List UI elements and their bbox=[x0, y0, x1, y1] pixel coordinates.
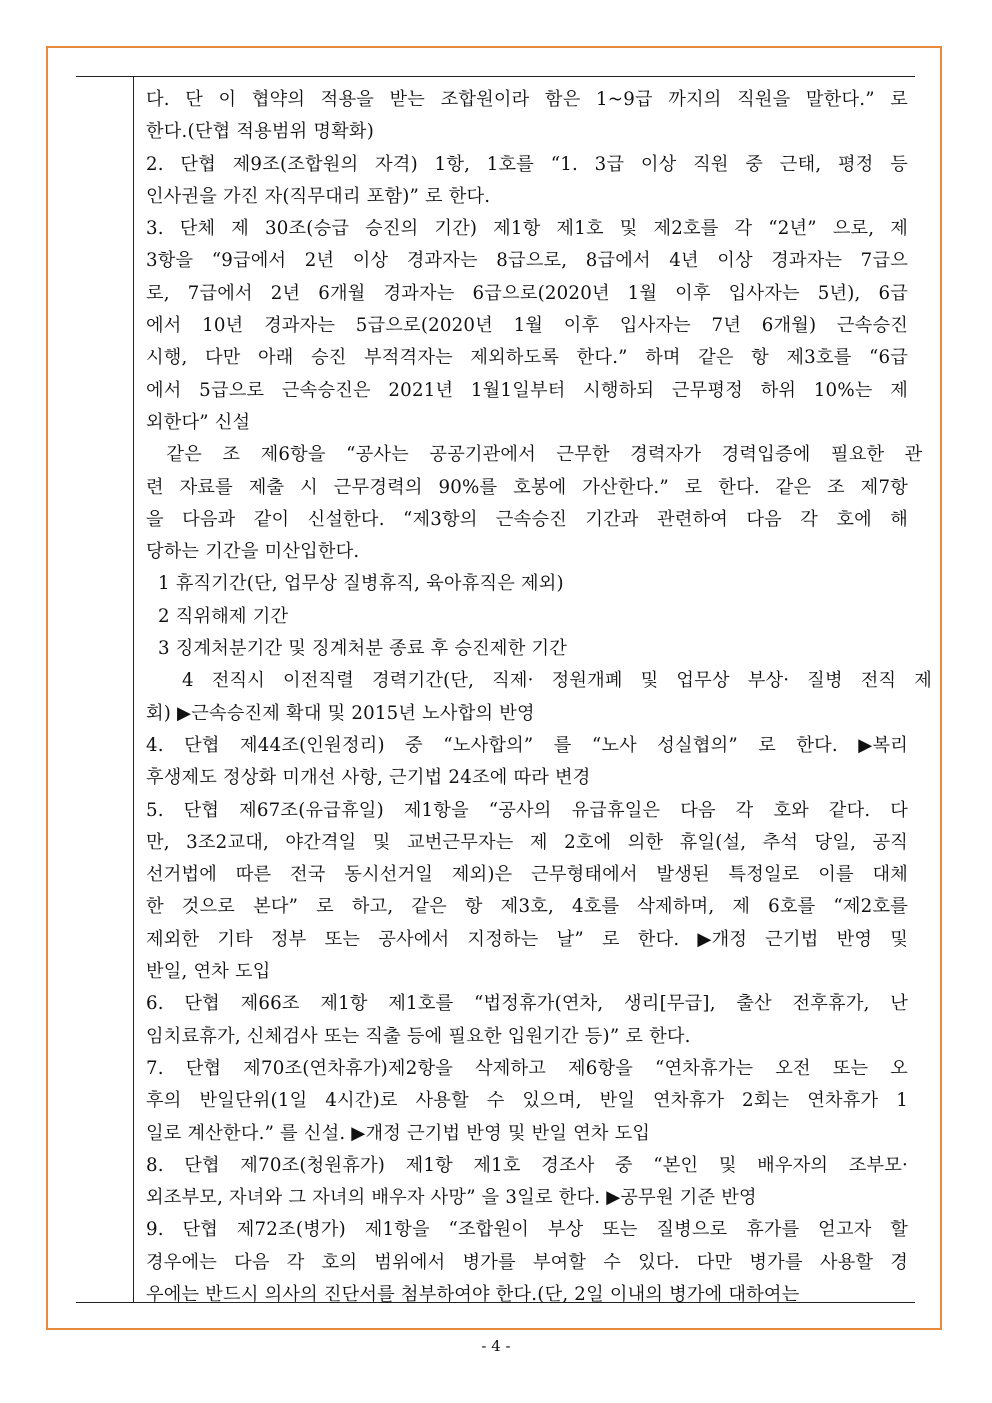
text-line: 만, 3조2교대, 야간격일 및 교번근무자는 제 2호에 의한 휴일(설, 추석 당일, 공직 bbox=[146, 831, 908, 853]
table-top-rule bbox=[76, 76, 915, 77]
text-line: 후생제도 정상화 미개선 사항, 근기법 24조에 따라 변경 bbox=[146, 767, 591, 789]
text-line: 2. 단협 제9조(조합원의 자격) 1항, 1호를 “1. 3급 이상 직원 중 근태, 평정 등 bbox=[146, 153, 908, 175]
text-line: 3 징계처분기간 및 징계처분 종료 후 승진제한 기간 bbox=[146, 638, 567, 660]
text-line: 외조부모, 자녀와 그 자녀의 배우자 사망” 을 3일로 한다. ▶공무원 기준 반영 bbox=[146, 1187, 757, 1209]
text-line: 3. 단체 제 30조(승급 승진의 기간) 제1항 제1호 및 제2호를 각 “2년” 으로, 제 bbox=[146, 218, 908, 240]
text-line: 일로 계산한다.” 를 신설. ▶개정 근기법 반영 및 반일 연차 도입 bbox=[146, 1122, 651, 1144]
text-line: 9. 단협 제72조(병가) 제1항을 “조합원이 부상 또는 질병으로 휴가를 얻고자 할 bbox=[146, 1219, 908, 1241]
text-line: 회) ▶근속승진제 확대 및 2015년 노사합의 반영 bbox=[146, 702, 535, 724]
text-line: 시행, 다만 아래 승진 부적격자는 제외하도록 한다.” 하며 같은 항 제3호를 “6급 bbox=[146, 347, 908, 369]
text-line: 3항을 “9급에서 2년 이상 경과자는 8급으로, 8급에서 4년 이상 경과자는 7급으 bbox=[146, 250, 908, 272]
page-number: - 4 - bbox=[481, 1337, 511, 1355]
text-line: 에서 10년 경과자는 5급으로(2020년 1월 이후 입사자는 7년 6개월) 근속승진 bbox=[146, 315, 908, 337]
text-line: 에서 5급으로 근속승진은 2021년 1월1일부터 시행하되 근무평정 하위 10%는 제 bbox=[146, 379, 908, 401]
table-left-column bbox=[76, 76, 134, 1302]
text-line: 당하는 기간을 미산입한다. bbox=[146, 541, 360, 563]
text-line: 후의 반일단위(1일 4시간)로 사용할 수 있으며, 반일 연차휴가 2회는 연차휴가 1 bbox=[146, 1090, 908, 1112]
text-line: 경우에는 다음 각 호의 범위에서 병가를 부여할 수 있다. 다만 병가를 사용할 경 bbox=[146, 1251, 908, 1273]
text-line: 7. 단협 제70조(연차휴가)제2항을 삭제하고 제6항을 “연차휴가는 오전 또는 오 bbox=[146, 1057, 908, 1079]
text-line: 반일, 연차 도입 bbox=[146, 961, 271, 983]
text-line: 한 것으로 본다” 로 하고, 같은 항 제3호, 4호를 삭제하며, 제 6호를 “제2호를 bbox=[146, 896, 908, 918]
text-line: 로, 7급에서 2년 6개월 경과자는 6급으로(2020년 1월 이후 입사자는 5년), 6급 bbox=[146, 282, 908, 304]
text-line: 선거법에 따른 전국 동시선거일 제외)은 근무형태에서 발생된 특정일로 이를 대체 bbox=[146, 864, 908, 886]
text-line: 한다.(단협 적용범위 명확화) bbox=[146, 121, 374, 143]
text-line: 다. 단 이 협약의 적용을 받는 조합원이라 함은 1~9급 까지의 직원을 말한다.” 로 bbox=[146, 89, 908, 110]
text-line: 2 직위해제 기간 bbox=[146, 605, 289, 627]
text-line: 4. 단협 제44조(인원정리) 중 “노사합의” 를 “노사 성실협의” 로 한다. ▶복리 bbox=[146, 734, 908, 756]
text-line: 8. 단협 제70조(청원휴가) 제1항 제1호 경조사 중 “본인 및 배우자의 조부모· bbox=[146, 1154, 908, 1176]
text-line: 5. 단협 제67조(유급휴일) 제1항을 “공사의 유급휴일은 다음 각 호와 같다. 다 bbox=[146, 799, 908, 821]
text-line: 련 자료를 제출 시 근무경력의 90%를 호봉에 가산한다.” 로 한다. 같은 조 제7항 bbox=[146, 476, 908, 498]
text-line: 1 휴직기간(단, 업무상 질병휴직, 육아휴직은 제외) bbox=[146, 573, 564, 595]
text-line: 인사권을 가진 자(직무대리 포함)” 로 한다. bbox=[146, 185, 491, 207]
text-line: 4 전직시 이전직렬 경력기간(단, 직제· 정원개폐 및 업무상 부상· 질병 전직 제 bbox=[146, 670, 932, 692]
text-line: 우에는 반드시 의사의 진단서를 첨부하여야 한다.(단, 2일 이내의 병가에 대하여는 bbox=[146, 1283, 800, 1305]
body-text bbox=[146, 84, 932, 1311]
text-line: 제외한 기타 정부 또는 공사에서 지정하는 날” 로 한다. ▶개정 근기법 반영 및 bbox=[146, 928, 908, 950]
text-line: 외한다” 신설 bbox=[146, 411, 251, 433]
text-line: 같은 조 제6항을 “공사는 공공기관에서 근무한 경력자가 경력입증에 필요한 관 bbox=[146, 444, 923, 466]
text-line: 을 다음과 같이 신설한다. “제3항의 근속승진 기간과 관련하여 다음 각 호에 해 bbox=[146, 508, 908, 530]
text-line: 임치료휴가, 신체검사 또는 직출 등에 필요한 입원기간 등)” 로 한다. bbox=[146, 1025, 691, 1047]
text-line: 6. 단협 제66조 제1항 제1호를 “법정휴가(연차, 생리[무급], 출산 전후휴가, 난 bbox=[146, 993, 908, 1015]
